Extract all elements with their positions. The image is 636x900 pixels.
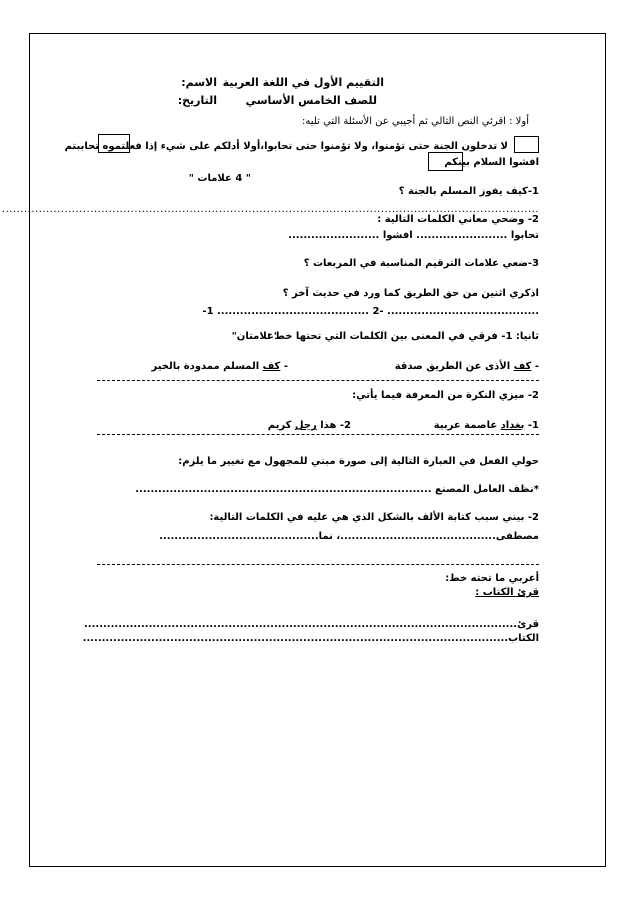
answer-line[interactable]: [97, 434, 539, 435]
section2-question-1: ثانيا: 1- فرقي في المعنى بين الكلمات التي تحتها خط :: [267, 331, 539, 342]
underlined-word: رجل: [294, 420, 317, 431]
question-1-answer-line[interactable]: ..................................................................................................................................................: [1, 204, 539, 215]
marks-note: " 4 علامات ": [188, 173, 251, 184]
punctuation-box-1[interactable]: [514, 136, 539, 153]
section1-intro: أولا : اقرئي النص التالي ثم أجيبي عن الأسئلة التي تليه:: [302, 116, 529, 127]
answer-line[interactable]: [97, 380, 539, 381]
hadith-line-1: لا تدخلون الجنة حتى تؤمنوا، ولا تؤمنوا حتى تحابوا،أولا أدلكم على شيء إذا فعلتموه تحاببتم: [64, 141, 508, 152]
underlined-word: كف: [262, 361, 281, 372]
kaf-sentence-1: - كف الأذى عن الطريق صدقة: [394, 361, 539, 372]
exam-grade: للصف الخامس الأساسي: [245, 94, 377, 107]
parsing-sentence: قرئ الكتاب :: [475, 587, 539, 598]
definite-sentence-1: 1- بغداد عاصمة عربية: [433, 420, 539, 431]
parsing-answer-2[interactable]: الكتاب................................................................................................................: [82, 633, 539, 644]
passive-voice-question: حولي الفعل في العبارة التالية إلى صورة مبني للمجهول مع تغيير ما يلزم:: [178, 456, 539, 467]
answer-line[interactable]: [97, 564, 539, 565]
hadith-line-2: افشوا السلام بينكم: [444, 157, 539, 168]
exam-title: التقييم الأول في اللغة العربية: [222, 76, 384, 89]
parsing-answer-1[interactable]: قرئ..................................................................................................................: [84, 619, 539, 630]
section2-question-2: 2- ميزي النكرة من المعرفة فيما يأتي:: [352, 390, 539, 401]
question-3: 3-ضعي علامات الترقيم المناسبة في المربعات ؟: [303, 258, 539, 269]
passive-voice-sentence[interactable]: *نظف العامل المصنع ..............................................................................: [135, 484, 539, 495]
kaf-sentence-2: - كف المسلم ممدودة بالخير: [151, 361, 288, 372]
underlined-word: كف: [513, 361, 532, 372]
definite-sentence-2: 2- هذا رجل كريم: [267, 420, 351, 431]
date-label: التاريخ:: [177, 94, 217, 107]
question-4-answer[interactable]: -1 ........................................ 2- ........................................: [202, 306, 539, 317]
alif-question: 2- بيني سبب كتابة الألف بالشكل الذي هي عليه في الكلمات التالية:: [209, 512, 539, 523]
section2-marks: "علامتان": [231, 331, 279, 342]
alif-words[interactable]: مصطفى.........................................، نما..........................................: [159, 531, 539, 542]
parsing-question: أعربي ما تحته خط:: [445, 573, 539, 584]
question-2-answer[interactable]: تحابوا ........................ افشوا ........................: [288, 230, 539, 241]
question-2: 2- وضحي معاني الكلمات التالية :: [377, 214, 539, 225]
question-4: اذكري اثنين من حق الطريق كما ورد في حديث آخر ؟: [282, 288, 539, 299]
name-label: الاسم:: [181, 76, 217, 89]
underlined-word: بغداد: [500, 420, 525, 431]
question-1: 1-كيف يفوز المسلم بالجنة ؟: [398, 186, 539, 197]
